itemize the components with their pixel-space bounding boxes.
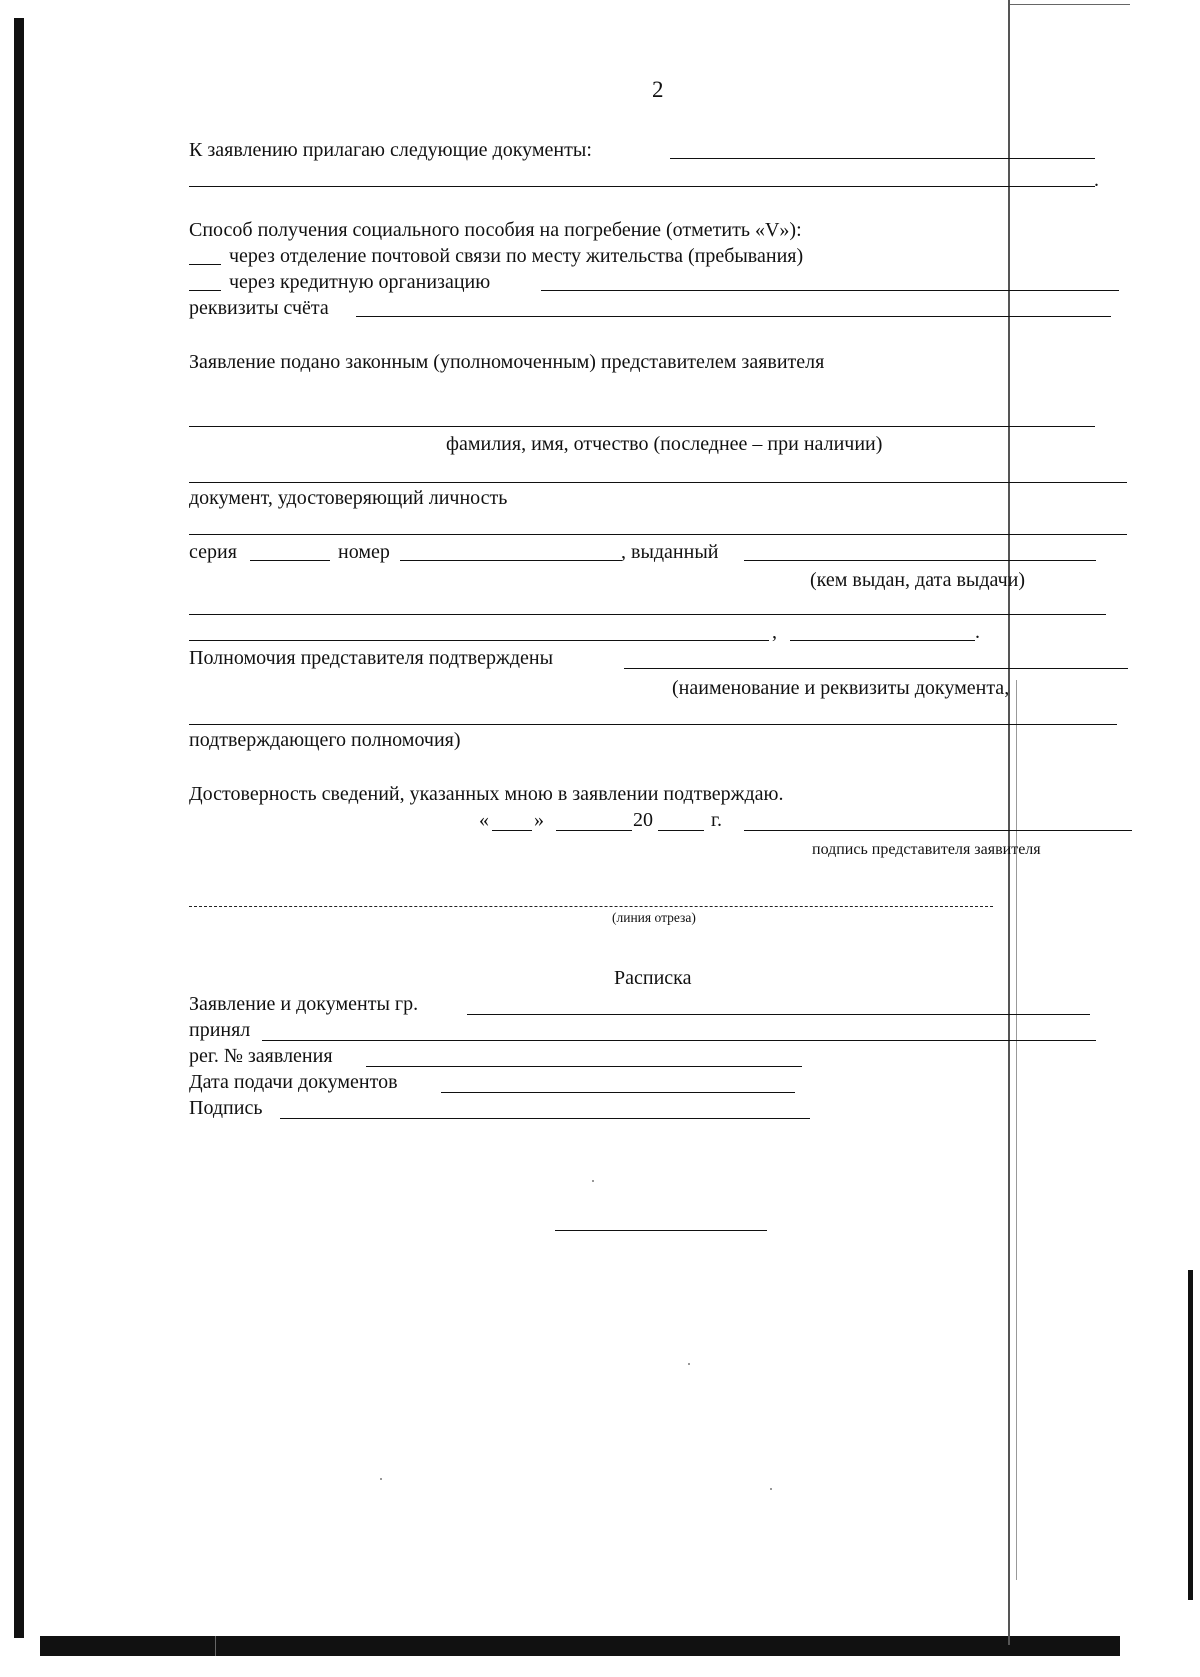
date-year-suffix: г. xyxy=(711,809,722,831)
authority-caption-2: подтверждающего полномочия) xyxy=(189,729,461,751)
series-field[interactable] xyxy=(250,560,330,561)
issue-date-field[interactable] xyxy=(790,640,975,641)
attachments-label: К заявлению прилагаю следующие документы: xyxy=(189,139,592,161)
id-document-label: документ, удостоверяющий личность xyxy=(189,487,508,509)
issued-caption: (кем выдан, дата выдачи) xyxy=(810,569,1025,591)
signature-caption: подпись представителя заявителя xyxy=(812,841,1041,858)
cut-line-caption: (линия отреза) xyxy=(612,910,696,925)
scan-edge-right xyxy=(1188,1270,1193,1600)
page-number: 2 xyxy=(652,77,664,102)
number-field[interactable] xyxy=(400,560,622,561)
receipt-date-label: Дата подачи документов xyxy=(189,1071,398,1093)
closing-rule xyxy=(555,1230,767,1231)
attachments-period: . xyxy=(1094,169,1099,191)
date-year-field[interactable] xyxy=(658,830,704,831)
scan-fold-line xyxy=(1008,0,1010,1645)
receipt-accepted-field[interactable] xyxy=(262,1040,1096,1041)
confirmation-text: Достоверность сведений, указанных мною в заявлении подтверждаю. xyxy=(189,783,784,805)
scan-speck xyxy=(380,1478,382,1480)
issue-date-period: . xyxy=(975,621,980,643)
authority-field-continued[interactable] xyxy=(189,724,1117,725)
date-quote-close: » xyxy=(534,809,544,831)
receipt-reg-field[interactable] xyxy=(366,1066,802,1067)
account-label: реквизиты счёта xyxy=(189,297,329,319)
receipt-citizen-field[interactable] xyxy=(467,1014,1090,1015)
scan-edge-bottom xyxy=(40,1636,1120,1656)
receipt-accepted-label: принял xyxy=(189,1019,251,1041)
bank-name-field[interactable] xyxy=(541,290,1119,291)
issued-by-field[interactable] xyxy=(744,560,1096,561)
scan-speck xyxy=(770,1488,772,1490)
fio-caption: фамилия, имя, отчество (последнее – при наличии) xyxy=(446,433,883,455)
checkbox-post[interactable] xyxy=(189,264,221,265)
scan-speck xyxy=(688,1363,690,1365)
representative-heading: Заявление подано законным (уполномоченным) представителем заявителя xyxy=(189,351,825,373)
option-bank-label: через кредитную организацию xyxy=(229,271,491,293)
receipt-date-field[interactable] xyxy=(441,1092,795,1093)
scan-fold-line-secondary xyxy=(1016,680,1017,1580)
date-day-field[interactable] xyxy=(492,830,532,831)
checkbox-bank[interactable] xyxy=(189,290,221,291)
date-year-prefix: 20 xyxy=(633,809,653,831)
fio-field[interactable] xyxy=(189,426,1095,427)
scan-edge-left xyxy=(14,18,24,1638)
scan-edge-bottom-seam xyxy=(215,1636,216,1656)
series-label: серия xyxy=(189,541,237,563)
method-heading: Способ получения социального пособия на погребение (отметить «V»): xyxy=(189,219,802,241)
receipt-docs-label: Заявление и документы гр. xyxy=(189,993,419,1015)
issued-label: , выданный xyxy=(621,541,719,563)
receipt-reg-label: рег. № заявления xyxy=(189,1045,333,1067)
option-post-label: через отделение почтовой связи по месту жительства (пребывания) xyxy=(229,245,804,267)
id-document-field[interactable] xyxy=(189,534,1127,535)
representative-signature-field[interactable] xyxy=(744,830,1132,831)
receipt-signature-field[interactable] xyxy=(280,1118,810,1119)
authority-caption: (наименование и реквизиты документа, xyxy=(672,677,1010,699)
issued-comma: , xyxy=(772,621,777,643)
receipt-title: Расписка xyxy=(614,967,692,989)
number-label: номер xyxy=(338,541,390,563)
authority-label: Полномочия представителя подтверждены xyxy=(189,647,554,669)
scan-speck xyxy=(592,1180,594,1182)
issued-by-field-continued[interactable] xyxy=(189,614,1106,615)
fio-field-continued[interactable] xyxy=(189,482,1127,483)
cut-line xyxy=(189,906,993,907)
date-month-field[interactable] xyxy=(556,830,632,831)
attachments-field-line-2[interactable] xyxy=(189,186,1095,187)
attachments-field-line-1[interactable] xyxy=(670,158,1095,159)
date-quote-open: « xyxy=(479,809,489,831)
account-field[interactable] xyxy=(356,316,1111,317)
receipt-signature-label: Подпись xyxy=(189,1097,263,1119)
scan-corner-line xyxy=(1010,4,1130,5)
issued-by-field-end[interactable] xyxy=(189,640,769,641)
authority-field[interactable] xyxy=(624,668,1128,669)
